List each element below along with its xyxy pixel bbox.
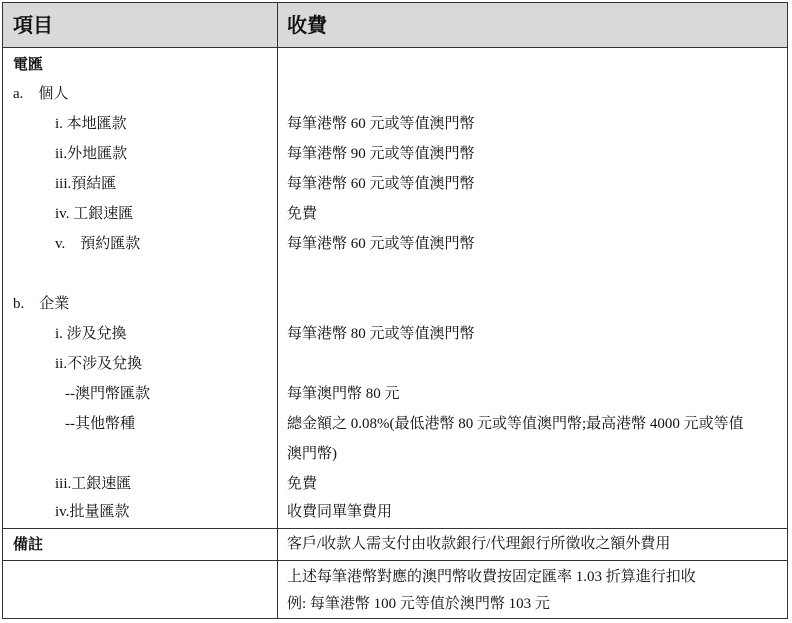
- personal-fee-5: 每筆港幣 60 元或等值澳門幣: [287, 236, 475, 252]
- corporate-fee-iv: 收費同單筆費用: [287, 504, 393, 520]
- corporate-fee-other-line1: 總金額之 0.08%(最低港幣 80 元或等值澳門幣;最高港幣 4000 元或等值: [287, 416, 744, 432]
- remarks-line-2: 上述每筆港幣對應的澳門幣收費按固定匯率 1.03 折算進行扣收: [287, 569, 696, 585]
- personal-item-4: iv. 工銀速匯: [55, 206, 134, 222]
- remarks-line-3: 例: 每筆港幣 100 元等值於澳門幣 103 元: [287, 596, 550, 612]
- personal-item-2: ii.外地匯款: [55, 146, 128, 162]
- corporate-fee-other-line2: 澳門幣): [287, 446, 337, 462]
- column-divider: [277, 3, 278, 618]
- corporate-item-iv: iv.批量匯款: [55, 504, 130, 520]
- corporate-item-ii: ii.不涉及兌換: [55, 356, 143, 372]
- remarks-line-1: 客戶/收款人需支付由收款銀行/代理銀行所徵收之額外費用: [287, 536, 671, 552]
- personal-item-5: v. 預約匯款: [55, 236, 141, 252]
- personal-fee-1: 每筆港幣 60 元或等值澳門幣: [287, 116, 475, 132]
- corporate-label: b. 企業: [13, 296, 70, 312]
- personal-fee-2: 每筆港幣 90 元或等值澳門幣: [287, 146, 475, 162]
- corporate-item-i: i. 涉及兌換: [55, 326, 127, 342]
- corporate-item-other: --其他幣種: [65, 416, 135, 432]
- header-item: 項目: [13, 13, 53, 37]
- personal-item-3: iii.預結匯: [55, 176, 117, 192]
- remarks-label: 備註: [13, 535, 44, 553]
- header-divider: [3, 47, 787, 48]
- corporate-fee-i: 每筆港幣 80 元或等值澳門幣: [287, 326, 475, 342]
- corporate-fee-iii: 免費: [287, 476, 318, 492]
- remarks-divider: [3, 560, 787, 561]
- corporate-item-mop: --澳門幣匯款: [65, 386, 150, 402]
- table-header: [3, 3, 787, 47]
- fee-table: [2, 2, 788, 619]
- personal-fee-3: 每筆港幣 60 元或等值澳門幣: [287, 176, 475, 192]
- personal-fee-4: 免費: [287, 206, 318, 222]
- personal-item-1: i. 本地匯款: [55, 116, 127, 132]
- personal-label: a. 個人: [13, 86, 69, 102]
- corporate-fee-mop: 每筆澳門幣 80 元: [287, 386, 400, 402]
- section-title: 電匯: [13, 55, 44, 73]
- corporate-item-iii: iii.工銀速匯: [55, 476, 132, 492]
- header-fee: 收費: [287, 13, 327, 37]
- remarks-top-divider: [3, 528, 787, 529]
